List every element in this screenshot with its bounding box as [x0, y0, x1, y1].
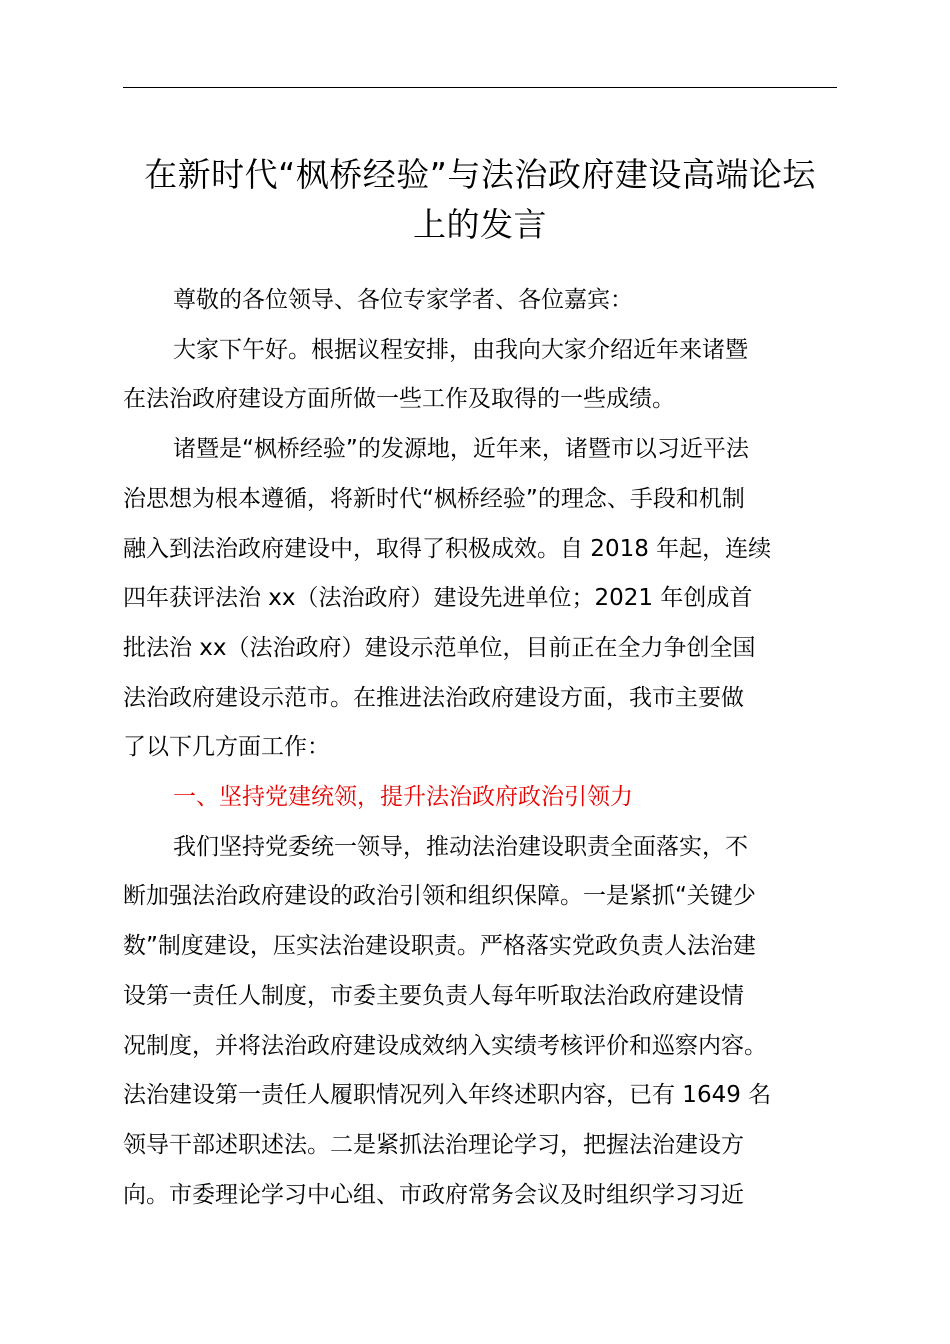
text-line: 法治建设第一责任人履职情况列入年终述职内容，已有 1649 名	[123, 1082, 772, 1109]
text-line: 向。市委理论学习中心组、市政府常务会议及时组织学习习近	[123, 1181, 744, 1208]
text-line: 诸暨是“枫桥经验”的发源地，近年来，诸暨市以习近平法	[173, 436, 749, 463]
text-line: 批法治 xx（法治政府）建设示范单位，目前正在全力争创全国	[123, 634, 756, 661]
paragraph-intro	[123, 425, 837, 773]
text-line: 领导干部述职述法。二是紧抓法治理论学习，把握法治建设方	[123, 1131, 744, 1158]
text-line: 融入到法治政府建设中，取得了积极成效。自 2018 年起，连续	[123, 535, 772, 562]
text-line: 况制度，并将法治政府建设成效纳入实绩考核评价和巡察内容。	[123, 1032, 767, 1059]
text-line: 四年获评法治 xx（法治政府）建设先进单位；2021 年创成首	[123, 585, 753, 612]
paragraph-section1	[123, 823, 837, 1221]
text-line: 尊敬的各位领导、各位专家学者、各位嘉宾：	[173, 287, 633, 313]
header-rule	[123, 87, 837, 88]
text-line: 了以下几方面工作：	[123, 734, 330, 761]
text-line: 大家下午好。根据议程安排，由我向大家介绍近年来诸暨	[173, 336, 748, 363]
document-body	[123, 276, 837, 1220]
section-heading	[123, 773, 837, 823]
paragraph-greeting	[123, 326, 837, 425]
text-line: 在法治政府建设方面所做一些工作及取得的一些成绩。	[123, 386, 675, 413]
text-line: 法治政府建设示范市。在推进法治政府建设方面，我市主要做	[123, 684, 744, 711]
text-line: 我们坚持党委统一领导，推动法治建设职责全面落实，不	[173, 833, 748, 860]
heading-line: 一、坚持党建统领，提升法治政府政治引领力	[173, 784, 633, 811]
document-title	[110, 150, 850, 250]
text-line: 数”制度建设，压实法治建设职责。严格落实党政负责人法治建	[123, 933, 756, 960]
text-line: 治思想为根本遵循，将新时代“枫桥经验”的理念、手段和机制	[123, 485, 745, 512]
text-line: 设第一责任人制度，市委主要负责人每年听取法治政府建设情	[123, 982, 744, 1009]
title-line: 上的发言	[413, 205, 547, 244]
title-line: 在新时代“枫桥经验”与法治政府建设高端论坛	[144, 155, 816, 194]
salutation-paragraph	[123, 276, 837, 326]
text-line: 断加强法治政府建设的政治引领和组织保障。一是紧抓“关键少	[123, 883, 756, 910]
